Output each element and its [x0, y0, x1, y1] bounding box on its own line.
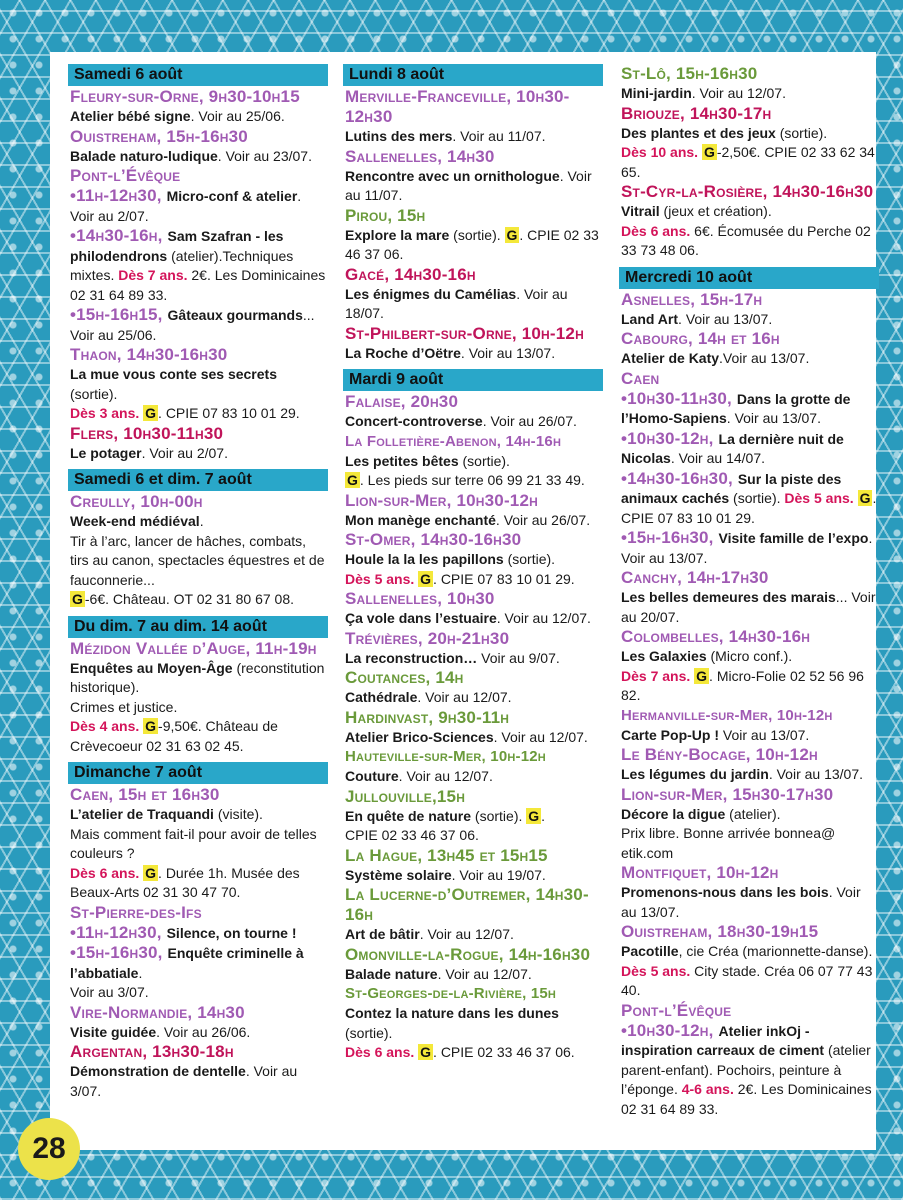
event-time: •15h-16h15, — [70, 305, 168, 324]
event-text: (jeux et création). — [659, 203, 772, 219]
event-description — [621, 349, 879, 369]
event-title: Concert-controverse — [345, 413, 483, 429]
event-text: (sortie). — [471, 807, 527, 824]
event-description — [345, 452, 603, 472]
event-text: .Voir au 13/07. — [719, 350, 810, 366]
event-description — [345, 471, 603, 491]
event-title: L’atelier de Traquandi — [70, 806, 214, 822]
event-description — [70, 444, 328, 464]
event-text: . Les pieds sur terre 06 99 21 33 49. — [359, 472, 585, 488]
event-description — [621, 469, 879, 529]
gratuit-badge: G — [859, 490, 871, 506]
event-text: City stade. Créa 06 07 77 43 40. — [621, 962, 873, 998]
age-label: Dès 5 ans. — [621, 962, 691, 979]
event-description — [70, 717, 328, 756]
event-location: St-Philbert-sur-Orne, 10h-12h — [345, 323, 584, 343]
event-description — [345, 1043, 603, 1063]
event-description — [621, 647, 879, 667]
event-location: Fleury-sur-Orne, 9h30-10h15 — [70, 87, 300, 106]
event-text: . Voir au 12/07. — [398, 768, 493, 784]
event-description — [70, 107, 328, 127]
event-location: Cabourg, 14h et 16h — [621, 329, 780, 348]
age-label: Dès 7 ans. — [118, 267, 188, 283]
event-location: Sallenelles, 14h30 — [345, 146, 495, 166]
event-time: •14h30-16h, — [70, 226, 168, 245]
event-text: . — [199, 513, 204, 529]
event-description — [345, 609, 603, 629]
age-label: 4-6 ans. — [681, 1081, 734, 1097]
event-location: Trévières, 20h-21h30 — [345, 628, 510, 648]
event-description — [621, 528, 879, 568]
event-text: (reconstitution historique). — [70, 659, 325, 695]
event-text: CPIE 02 33 46 37 06. — [345, 827, 479, 843]
gratuit-badge: G — [703, 144, 715, 160]
event-description — [345, 412, 603, 432]
event-description — [70, 943, 328, 983]
event-description — [345, 127, 603, 147]
event-title: Dans la grotte de l’Homo-Sapiens — [621, 390, 851, 426]
event-text: . Voir au 12/07. — [691, 85, 786, 101]
event-location: Gacé, 14h30-16h — [345, 264, 476, 284]
event-description — [345, 167, 603, 206]
event-title: Système solaire — [345, 866, 452, 883]
event-title: Visite famille de l’expo — [718, 530, 869, 546]
event-location: Hermanville-sur-Mer, 10h-12h — [621, 706, 833, 724]
event-text: . Voir au 13/07. — [768, 766, 864, 782]
event-title: Promenons-nous dans les bois — [621, 884, 829, 900]
event-location: Le Bény-Bocage, 10h-12h — [621, 745, 818, 764]
event-location: La Hague, 13h45 et 15h15 — [345, 845, 548, 865]
event-description — [70, 186, 328, 226]
event-text: . Voir au 25/06. — [190, 108, 285, 124]
event-text: Voir au 3/07. — [70, 984, 149, 1000]
event-location: Pont-l’Évêque — [70, 166, 181, 185]
event-text: (sortie). — [503, 551, 556, 567]
event-text: . CPIE 07 83 10 01 29. — [433, 570, 575, 587]
event-text: . Micro-Folie 02 52 56 96 82. — [621, 667, 864, 703]
event-text: . Voir au 18/07. — [345, 285, 568, 321]
event-description — [621, 84, 879, 104]
gratuit-badge: G — [72, 591, 83, 607]
event-location: St-Lô, 15h-16h30 — [621, 64, 758, 83]
event-location: St-Cyr-la-Rosière, 14h30-16h30 — [621, 182, 874, 201]
event-location: St-Pierre-des-Ifs — [70, 902, 202, 922]
event-location: Merville-Franceville, 10h30-12h30 — [345, 87, 570, 126]
event-text: . Voir au 3/07. — [70, 1063, 298, 1099]
event-time: •11h-12h30, — [70, 186, 167, 205]
event-title: Pacotille — [621, 943, 679, 959]
event-text: . CPIE 07 83 10 01 29. — [158, 405, 300, 421]
event-time: •11h-12h30, — [70, 922, 167, 942]
event-text: (sortie). — [345, 1024, 393, 1041]
column-3 — [621, 64, 879, 1119]
event-title: La dernière nuit de Nicolas — [621, 430, 844, 466]
event-title: Les légumes du jardin — [621, 766, 769, 782]
event-text: . CPIE 07 83 10 01 29. — [621, 490, 877, 526]
event-text: . Voir au 13/07. — [460, 344, 556, 361]
day-header: Lundi 8 août — [343, 64, 603, 86]
event-location: Lion-sur-Mer, 10h30-12h — [345, 490, 538, 510]
event-location: Creully, 10h-00h — [70, 492, 203, 511]
event-text: -9,50€. Château de Crèvecoeur 02 31 63 02 45. — [70, 718, 278, 754]
age-label: Dès 7 ans. — [621, 667, 691, 684]
event-title: Sam Szafran - les philodendrons — [70, 228, 284, 264]
event-description — [70, 659, 328, 698]
event-location: Pirou, 15h — [345, 205, 426, 225]
event-location: Flers, 10h30-11h30 — [70, 423, 224, 443]
event-text: . Voir au 13/07. — [726, 410, 821, 426]
event-text: . Voir au 19/07. — [451, 866, 546, 883]
event-description — [621, 389, 879, 429]
event-title: Art de bâtir — [345, 926, 420, 942]
event-title: Enquêtes au Moyen-Âge — [70, 659, 233, 676]
event-text: . Voir au 14/07. — [670, 450, 765, 466]
event-text: . Voir au 12/07. — [437, 965, 532, 982]
gratuit-badge: G — [506, 226, 518, 243]
event-description — [70, 147, 328, 167]
event-text: . Durée 1h. Musée des Beaux-Arts 02 31 30 47 70. — [70, 864, 300, 900]
event-location: Thaon, 14h30-16h30 — [70, 345, 228, 364]
event-text: . Voir au 12/07. — [417, 689, 512, 705]
event-text: . Voir au 23/07. — [217, 147, 312, 164]
event-title: Carte Pop-Up ! — [621, 726, 719, 743]
event-location: Vire-Normandie, 14h30 — [70, 1002, 245, 1022]
event-location: Argentan, 13h30-18h — [70, 1042, 234, 1061]
event-title: La Roche d’Oëtre — [345, 344, 461, 361]
event-text: . Voir au 12/07. — [496, 610, 591, 626]
event-location: Hauteville-sur-Mer, 10h-12h — [345, 748, 546, 765]
age-label: Dès 3 ans. — [70, 405, 140, 421]
event-description — [345, 344, 603, 364]
gratuit-badge: G — [420, 570, 432, 587]
event-location: Briouze, 14h30-17h — [621, 103, 772, 123]
event-location: La Lucerne-d’Outremer, 14h30-16h — [345, 885, 589, 924]
gratuit-badge: G — [420, 1044, 432, 1060]
event-location: Omonville-la-Rogue, 14h-16h30 — [345, 944, 591, 964]
event-text: (atelier). — [725, 805, 781, 822]
day-header: Mercredi 10 août — [619, 267, 879, 289]
event-title: Lutins des mers — [345, 128, 453, 144]
event-time: •10h30-12h, — [621, 428, 719, 448]
day-header: Samedi 6 août — [68, 64, 328, 86]
event-location: La Folletière-Abenon, 14h-16h — [345, 432, 562, 450]
age-label: Dès 6 ans. — [345, 1044, 415, 1060]
event-title: Le potager — [70, 444, 142, 461]
event-description — [70, 1062, 328, 1101]
event-title: Silence, on tourne ! — [166, 924, 297, 941]
event-description — [621, 310, 879, 330]
event-description — [70, 1023, 328, 1043]
event-description — [70, 305, 328, 345]
page-number: 28 — [18, 1118, 80, 1180]
event-title: Couture — [345, 768, 399, 784]
event-title: Sur la piste des animaux cachés — [621, 470, 842, 506]
event-text: (sortie). — [775, 124, 828, 141]
event-description — [345, 866, 603, 886]
event-title: Balade nature — [345, 965, 438, 982]
event-title: Micro-conf & atelier — [166, 188, 298, 204]
age-label: Dès 5 ans. — [784, 490, 854, 506]
event-description — [70, 923, 328, 944]
event-text: -6€. Château. OT 02 31 80 67 08. — [84, 591, 295, 607]
event-description — [70, 226, 328, 305]
event-description — [345, 728, 603, 748]
event-description — [345, 807, 603, 827]
event-description — [345, 688, 603, 708]
event-text: . Voir au 12/07. — [419, 926, 514, 942]
event-title: Mini-jardin — [621, 85, 692, 101]
event-description — [70, 805, 328, 825]
event-text: . Voir au 26/06. — [156, 1023, 251, 1040]
event-description — [70, 590, 328, 610]
event-description — [621, 222, 879, 261]
event-location: Mézidon Vallée d’Auge, 11h-19h — [70, 638, 317, 658]
event-description — [345, 226, 603, 265]
age-label: Dès 6 ans. — [70, 864, 140, 881]
event-description — [621, 962, 879, 1001]
event-description — [621, 588, 879, 627]
event-description — [345, 649, 603, 669]
gratuit-badge: G — [696, 667, 708, 684]
event-description — [621, 143, 879, 182]
event-text: . Voir au 26/07. — [482, 413, 577, 429]
event-description — [621, 124, 879, 144]
event-text: (Micro conf.). — [706, 648, 793, 664]
event-description — [70, 512, 328, 532]
event-description — [621, 942, 879, 962]
column-1 — [70, 64, 328, 1101]
event-location: Coutances, 14h — [345, 668, 464, 687]
event-location: Caen — [621, 368, 660, 388]
event-location: Hardinvast, 9h30-11h — [345, 707, 510, 727]
event-location: Ouistreham, 18h30-19h15 — [621, 922, 819, 941]
event-time: •15h-16h30, — [621, 528, 719, 547]
event-text: . Voir au 11/07. — [452, 128, 546, 144]
day-header: Samedi 6 et dim. 7 août — [68, 469, 328, 491]
event-title: Atelier de Katy — [621, 350, 720, 366]
event-description — [621, 765, 879, 785]
day-header: Mardi 9 août — [343, 369, 603, 391]
event-text: . Voir au 26/07. — [495, 511, 591, 528]
event-description — [621, 805, 879, 825]
day-header: Du dim. 7 au dim. 14 août — [68, 616, 328, 638]
event-text: . Voir au 12/07. — [493, 728, 588, 745]
gratuit-badge: G — [145, 718, 157, 734]
age-label: Dès 4 ans. — [70, 718, 140, 734]
page-content — [50, 52, 876, 1150]
event-time: •14h30-16h30, — [621, 468, 738, 488]
event-title: Atelier Brico-Sciences — [345, 728, 494, 745]
event-description — [345, 285, 603, 324]
event-location: Colombelles, 14h30-16h — [621, 627, 811, 646]
event-description — [345, 767, 603, 787]
event-text: Voir au 13/07. — [719, 726, 810, 743]
event-title: Décore la digue — [621, 805, 726, 822]
event-text: (sortie). — [70, 385, 118, 402]
event-title: Les Galaxies — [621, 648, 707, 664]
event-text: ... Voir au 25/06. — [70, 307, 315, 343]
event-description — [621, 667, 879, 706]
age-label: Dès 10 ans. — [621, 144, 699, 160]
column-2 — [345, 64, 603, 1063]
event-text: Mais comment fait-il pour avoir de telles couleurs ? — [70, 825, 317, 861]
event-description — [70, 864, 328, 903]
gratuit-badge: G — [145, 864, 157, 881]
age-label: Dès 5 ans. — [345, 570, 415, 587]
event-text: (sortie). — [449, 226, 505, 243]
event-location: Lion-sur-Mer, 15h30-17h30 — [621, 784, 834, 804]
event-title: Atelier bébé signe — [70, 108, 191, 124]
event-description — [621, 726, 879, 746]
event-time: •15h-16h30, — [70, 943, 168, 962]
event-title: Visite guidée — [70, 1023, 157, 1040]
event-description — [621, 202, 879, 222]
event-title: Les petites bêtes — [345, 452, 459, 469]
event-text: , cie Créa (marionnette-danse). — [678, 943, 873, 959]
event-title: Les belles demeures des marais — [621, 589, 836, 605]
event-title: Ça vole dans l’estuaire — [345, 610, 497, 626]
event-text: Tir à l’arc, lancer de hâches, combats, tirs au canon, spectacles équestres et de fauconnerie... — [70, 532, 325, 588]
event-location: St-Georges-de-la-Rivière, 15h — [345, 985, 557, 1002]
event-location: Sallenelles, 10h30 — [345, 589, 495, 608]
event-description — [345, 1004, 603, 1043]
event-text: . CPIE 02 33 46 37 06. — [433, 1044, 575, 1060]
gratuit-badge: G — [145, 405, 157, 421]
event-text: 2€. Les Dominicaines 02 31 64 89 33. — [70, 267, 326, 303]
event-text: . Voir au 13/07. — [621, 530, 873, 566]
gratuit-badge: G — [528, 807, 540, 824]
event-title: Balade naturo-ludique — [70, 147, 218, 164]
event-title: Enquête criminelle à l’abbatiale — [70, 945, 304, 981]
event-title: Houle la la les papillons — [345, 551, 504, 567]
event-title: Explore la mare — [345, 226, 450, 243]
event-title: Contez la nature dans les dunes — [345, 1005, 559, 1021]
event-text: Prix libre. Bonne arrivée bonnea@ etik.com — [621, 825, 836, 861]
event-location: Jullouville,15h — [345, 786, 466, 806]
event-description — [345, 511, 603, 531]
event-description — [345, 965, 603, 985]
event-location: Canchy, 14h-17h30 — [621, 568, 769, 587]
event-title: En quête de nature — [345, 807, 472, 824]
event-title: Week-end médiéval — [70, 513, 200, 529]
event-text: . CPIE 02 33 46 37 06. — [345, 226, 599, 262]
event-text: (sortie). — [458, 452, 510, 469]
event-title: Atelier inkOj - inspiration carreaux de ciment — [621, 1022, 825, 1058]
event-title: Vitrail — [621, 203, 660, 219]
event-location: Asnelles, 15h-17h — [621, 289, 763, 309]
event-title: Les énigmes du Camélias — [345, 285, 517, 302]
event-location: Pont-l’Évêque — [621, 1000, 732, 1020]
event-text: (atelier parent-enfant). Pochoirs, peinture à l’éponge. — [621, 1042, 871, 1097]
event-description — [70, 365, 328, 424]
gratuit-badge: G — [347, 472, 358, 488]
event-text: (atelier).Techniques mixtes. — [70, 247, 294, 283]
event-title: La mue vous conte ses secrets — [70, 366, 277, 382]
event-title: Rencontre avec un ornithologue — [345, 167, 560, 184]
event-text: . Voir au 13/07. — [678, 310, 773, 327]
event-description — [621, 883, 879, 922]
event-text: ... Voir au 20/07. — [621, 589, 876, 625]
event-time: •10h30-12h, — [621, 1020, 719, 1040]
event-text: . Voir au 2/07. — [70, 188, 302, 224]
event-description — [345, 570, 603, 590]
event-title: Démonstration de dentelle — [70, 1063, 246, 1079]
event-text: . Voir au 2/07. — [141, 444, 228, 461]
event-text: (sortie). — [729, 490, 785, 506]
event-title: La reconstruction… — [345, 649, 478, 666]
event-text: . — [541, 807, 546, 824]
event-location: St-Omer, 14h30-16h30 — [345, 530, 522, 549]
event-title: Land Art — [621, 310, 679, 327]
event-description — [621, 1021, 879, 1120]
event-location: Caen, 15h et 16h30 — [70, 785, 220, 804]
event-location: Falaise, 20h30 — [345, 392, 459, 411]
age-label: Dès 6 ans. — [621, 222, 691, 239]
event-text: 2€. Les Dominicaines 02 31 64 89 33. — [621, 1081, 872, 1117]
event-text: . Voir au 11/07. — [345, 167, 592, 203]
event-title: Cathédrale — [345, 689, 418, 705]
event-title: Des plantes et des jeux — [621, 124, 776, 141]
event-description — [345, 925, 603, 945]
event-description — [345, 550, 603, 570]
event-description — [621, 429, 879, 469]
event-text: . — [138, 964, 143, 981]
event-title: Gâteaux gourmands — [167, 307, 303, 323]
event-text: -2,50€. CPIE 02 33 62 34 65. — [621, 144, 875, 180]
event-title: Mon manège enchanté — [345, 511, 496, 528]
event-text: (visite). — [213, 806, 263, 822]
event-text: Crimes et justice. — [70, 698, 178, 715]
day-header: Dimanche 7 août — [68, 762, 328, 784]
event-location: Ouistreham, 15h-16h30 — [70, 126, 248, 146]
event-text: . Voir au 13/07. — [621, 884, 861, 920]
event-time: •10h30-11h30, — [621, 388, 737, 408]
event-text: 6€. Écomusée du Perche 02 33 73 48 06. — [621, 222, 871, 258]
event-text: Voir au 9/07. — [477, 649, 560, 666]
event-location: Montfiquet, 10h-12h — [621, 863, 779, 882]
